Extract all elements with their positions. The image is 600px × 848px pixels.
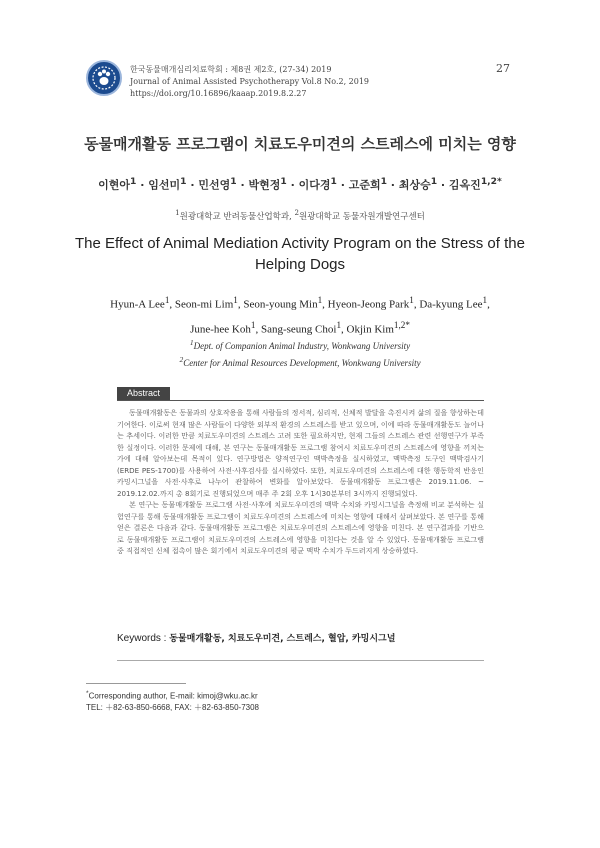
journal-info xyxy=(130,64,369,100)
title-english: The Effect of Animal Mediation Activity Program on the Stress of the Helping Dogs xyxy=(75,235,525,273)
abstract-divider xyxy=(117,400,484,401)
corresponding-author: Corresponding author, E-mail: kimoj@wku.ac.kr xyxy=(88,691,258,701)
author-en: Seon-mi Lim xyxy=(174,298,234,311)
author-ko: 최상승 xyxy=(398,178,431,192)
author-ko: 이다경 xyxy=(298,178,331,192)
journal-name-ko: 한국동물매개심리치료학회 : 제8권 제2호, (27-34) 2019 xyxy=(130,65,332,74)
journal-logo xyxy=(86,60,122,96)
footnote-divider xyxy=(86,683,186,684)
author-en: June-hee Koh xyxy=(190,323,251,336)
author-en: Sang-seung Choi xyxy=(260,323,337,336)
author-en: Seon-young Min xyxy=(243,298,318,311)
authors-korean: 이현아$^1$ · 임선미$^1$ · 민선영$^1$ · 박현정$^1$ · 이다경$^1$ · 고준희$^1$ · 최상승$^1$ · 김옥진$^{1,2*}$ xyxy=(98,176,502,192)
abstract-bottom-divider xyxy=(117,660,484,661)
affiliation-en-1: $^1$Dept. of Companion Animal Industry, Wonkwang University xyxy=(189,338,411,351)
author-en: Hyun-A Lee xyxy=(110,298,165,311)
author-ko: 고준희 xyxy=(348,178,381,192)
abstract-label: Abstract xyxy=(117,387,170,400)
contact-numbers: TEL: ＋82-63-850-6668, FAX: ＋82-63-850-7308 xyxy=(86,702,259,712)
authors-english: Hyun-A Lee$^1$, Seon-mi Lim$^1$, Seon-young Min$^1$, Hyeon-Jeong Park$^1$, Da-kyung Lee$^1$, June-hee Koh$^1$, Sang-seung Choi$^1$, Okjin Kim$^{1,2*}$ xyxy=(110,295,490,336)
abstract-paragraph: 동물매개활동은 동물과의 상호작용을 통해 사람들의 정서적, 심리적, 신체적 발달을 촉진시켜 삶의 질을 향상하는데 기여한다. 이로써 현재 많은 사람들이 다양한 외부적 환경의 스트레스를 받고 있으며, 이에 따라 동물매개활동도 늘어나는 추세이다. 이러한 만큼 치료도우미견의 스트레스 고려 또한 필요하지만, 현재 그들의 스트레스 관련 선행연구가 부족한 실정이다. 이러한 문제에 대해, 본 연구는 동물매개활동 프로그램 참여시 치료도우미견의 스트레스에 영향을 끼치는가에 대해 알아보는데 목적이 있다. 연구방법은 양적연구인 맥박측정을 실시하였고, 맥박측정 도구인 맥박검사기 (ERDE PES-1700)를 사용하여 사전·사후검사를 실시하였다. 또한, 치료도우미견의 스트레스에 대한 행동학적 반응인 카밍시그널을 사전·사후로 나누어 관찰하여 변화를 알아보았다. 동물매개활동 프로그램은 2019.11.06. ~ 2019.12.02.까지 총 8회기로 진행되었으며 매주 주 2회 오후 1시30분부터 3시까지 진행되었다. xyxy=(117,408,484,498)
author-ko: 김옥진 xyxy=(448,178,481,192)
page-number: 27 xyxy=(496,62,510,75)
author-ko: 박현정 xyxy=(248,178,281,192)
keywords-list: 동물매개활동, 치료도우미견, 스트레스, 혈압, 카밍시그널 xyxy=(169,634,396,644)
abstract-paragraph: 본 연구는 동물매개활동 프로그램 사전·사후에 치료도우미견의 맥박 수치와 카밍시그널을 측정해 비교 분석하는 실험연구를 통해 동물매개활동 프로그램이 치료도우미견의 스트레스에 미치는 영향에 대해서 살펴보았다. 본 연구를 통해 얻은 결론은 다음과 같다. 동물매개활동 프로그램은 치료도우미견의 스트레스에 영향을 미친다. 본 연구결과를 기반으로 동물매개활동 프로그램이 치료도우미견의 스트레스에 영향을 미친다는 것을 알 수 있었다. 동물매개활동 프로그램 중 직접적인 신체 접촉이 많은 회기에서 치료도우미견의 평균 맥박 수치가 두드러지게 상승하였다. xyxy=(117,500,484,555)
title-korean: 동물매개활동 프로그램이 치료도우미견의 스트레스에 미치는 영향 xyxy=(84,135,516,153)
author-ko: 임선미 xyxy=(148,178,181,192)
abstract-body xyxy=(117,407,484,557)
author-en: Okjin Kim xyxy=(346,323,394,336)
doi-link[interactable]: https://doi.org/10.16896/kaaap.2019.8.2.27 xyxy=(130,89,307,98)
affiliations-english xyxy=(0,336,600,370)
author-ko: 이현아 xyxy=(98,178,131,192)
affiliation-en-2: $^2$Center for Animal Resources Development, Wonkwang University xyxy=(179,355,421,368)
author-en: Da-kyung Lee xyxy=(419,298,483,311)
footnote: *Corresponding author, E-mail: kimoj@wku.ac.kr TEL: ＋82-63-850-6668, FAX: ＋82-63-850-7308 xyxy=(86,690,259,712)
keywords-label: Keywords : xyxy=(117,633,170,644)
author-en: Hyeon-Jeong Park xyxy=(327,298,410,311)
journal-name-en: Journal of Animal Assisted Psychotherapy Vol.8 No.2, 2019 xyxy=(130,77,370,86)
author-ko: 민선영 xyxy=(198,178,231,192)
paw-logo-icon xyxy=(88,62,120,94)
affiliation-korean: $^1$원광대학교 반려동물산업학과, $^2$원광대학교 동물자원개발연구센터 xyxy=(175,208,425,222)
keywords xyxy=(117,631,484,644)
